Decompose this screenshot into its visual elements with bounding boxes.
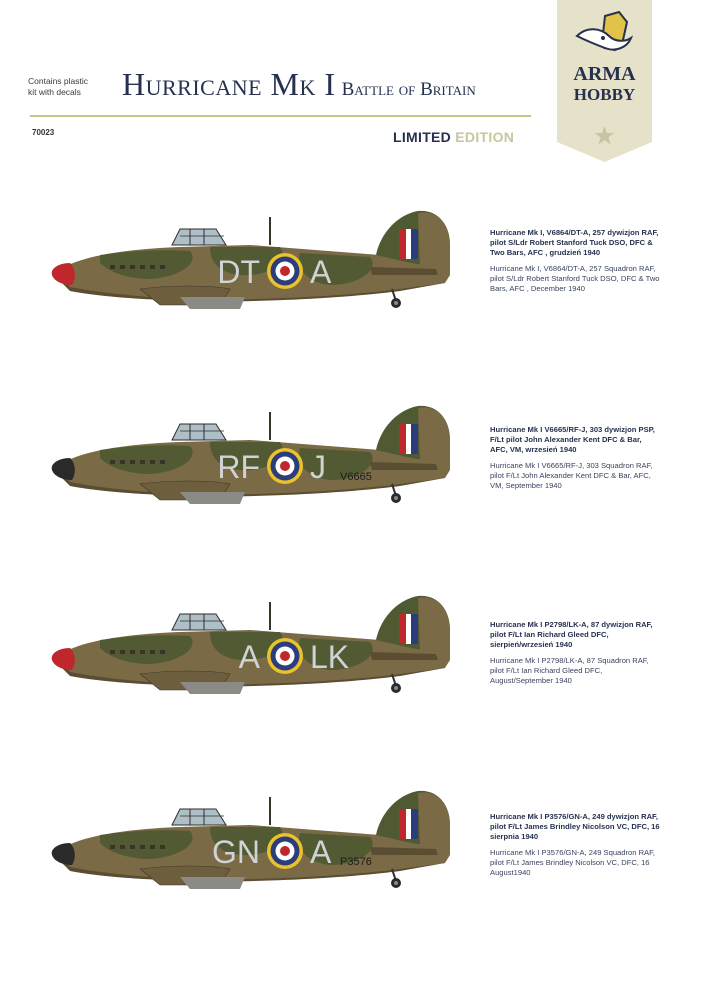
description-english: Hurricane Mk I P3576/GN-A, 249 Squadron RAF, pilot F/Lt James Brindley Nicolson VC, DFC, 16 August1940 [490, 847, 656, 878]
description-polish: Hurricane Mk I, V6864/DT-A, 257 dywizjon RAF, pilot S/Ldr Robert Stanford Tuck DSO, DFC & Two Bars, AFC , grudzień 1940 [490, 228, 659, 258]
edition-word-limited: LIMITED [393, 129, 452, 145]
aircraft-description-4 [490, 812, 660, 883]
spinner [52, 263, 75, 285]
serial-number: P3576 [340, 856, 372, 868]
code-letters-right: A [310, 834, 332, 870]
brand-name-line2: HOBBY [573, 85, 636, 104]
aircraft-profile-1 [40, 205, 480, 355]
description-polish: Hurricane Mk I V6665/RF-J, 303 dywizjon PSP, F/Lt pilot John Alexander Kent DFC & Bar, AFC, VM, wrzesień 1940 [490, 425, 655, 455]
spinner [52, 648, 75, 670]
fin-flash [399, 809, 418, 839]
aircraft-description-3 [490, 620, 660, 691]
code-letters-right: A [310, 254, 332, 290]
description-english: Hurricane Mk I, V6864/DT-A, 257 Squadron RAF, pilot S/Ldr Robert Stanford Tuck DSO, DFC & Two Bars, AFC , December 1940 [490, 263, 660, 294]
edition-word-edition: EDITION [455, 129, 515, 145]
spinner [52, 843, 75, 865]
description-polish: Hurricane Mk I P2798/LK-A, 87 dywizjon RAF, pilot F/Lt Ian Richard Gleed DFC, sierpień/wrzesień 1940 [490, 620, 653, 650]
serial-number: V6665 [340, 471, 372, 483]
fuselage-roundel [267, 448, 303, 484]
page-title: Hurricane Mk I [122, 66, 336, 102]
brand-name-line1: ARMA [573, 63, 636, 85]
edition-label [393, 129, 514, 145]
page-subtitle: Battle of Britain [341, 79, 476, 100]
aircraft-profile-3 [40, 590, 480, 740]
description-polish: Hurricane Mk I P3576/GN-A, 249 dywizjon RAF, pilot F/Lt James Brindley Nicolson VC, DFC, 16 sierpnia 1940 [490, 812, 660, 842]
aircraft-description-1 [490, 228, 660, 299]
code-letters-right: J [310, 449, 326, 485]
title-divider [30, 115, 531, 117]
kit-contents-note: Contains plastic kit with decals [28, 76, 89, 97]
code-letters-right: LK [310, 639, 350, 675]
fin-flash [399, 424, 418, 454]
fin-flash [399, 229, 418, 259]
code-letters-left: DT [217, 254, 260, 290]
aircraft-profile-4 [40, 785, 480, 935]
fuselage-roundel [267, 253, 303, 289]
description-english: Hurricane Mk I P2798/LK-A, 87 Squadron RAF, pilot F/Lt Ian Richard Gleed DFC, August/September 1940 [490, 655, 649, 686]
aircraft-description-2 [490, 425, 660, 496]
code-letters-left: GN [212, 834, 260, 870]
catalog-number: 70023 [32, 128, 55, 137]
code-letters-left: A [238, 639, 260, 675]
description-english: Hurricane Mk I V6665/RF-J, 303 Squadron RAF, pilot F/Lt John Alexander Kent DFC & Bar, AFC, VM, September 1940 [490, 460, 653, 491]
title-block [122, 66, 476, 103]
spinner [52, 458, 75, 480]
fuselage-roundel [267, 638, 303, 674]
brand-banner [557, 0, 652, 162]
fin-flash [399, 614, 418, 644]
fuselage-roundel [267, 833, 303, 869]
code-letters-left: RF [217, 449, 260, 485]
aircraft-profile-2 [40, 400, 480, 550]
